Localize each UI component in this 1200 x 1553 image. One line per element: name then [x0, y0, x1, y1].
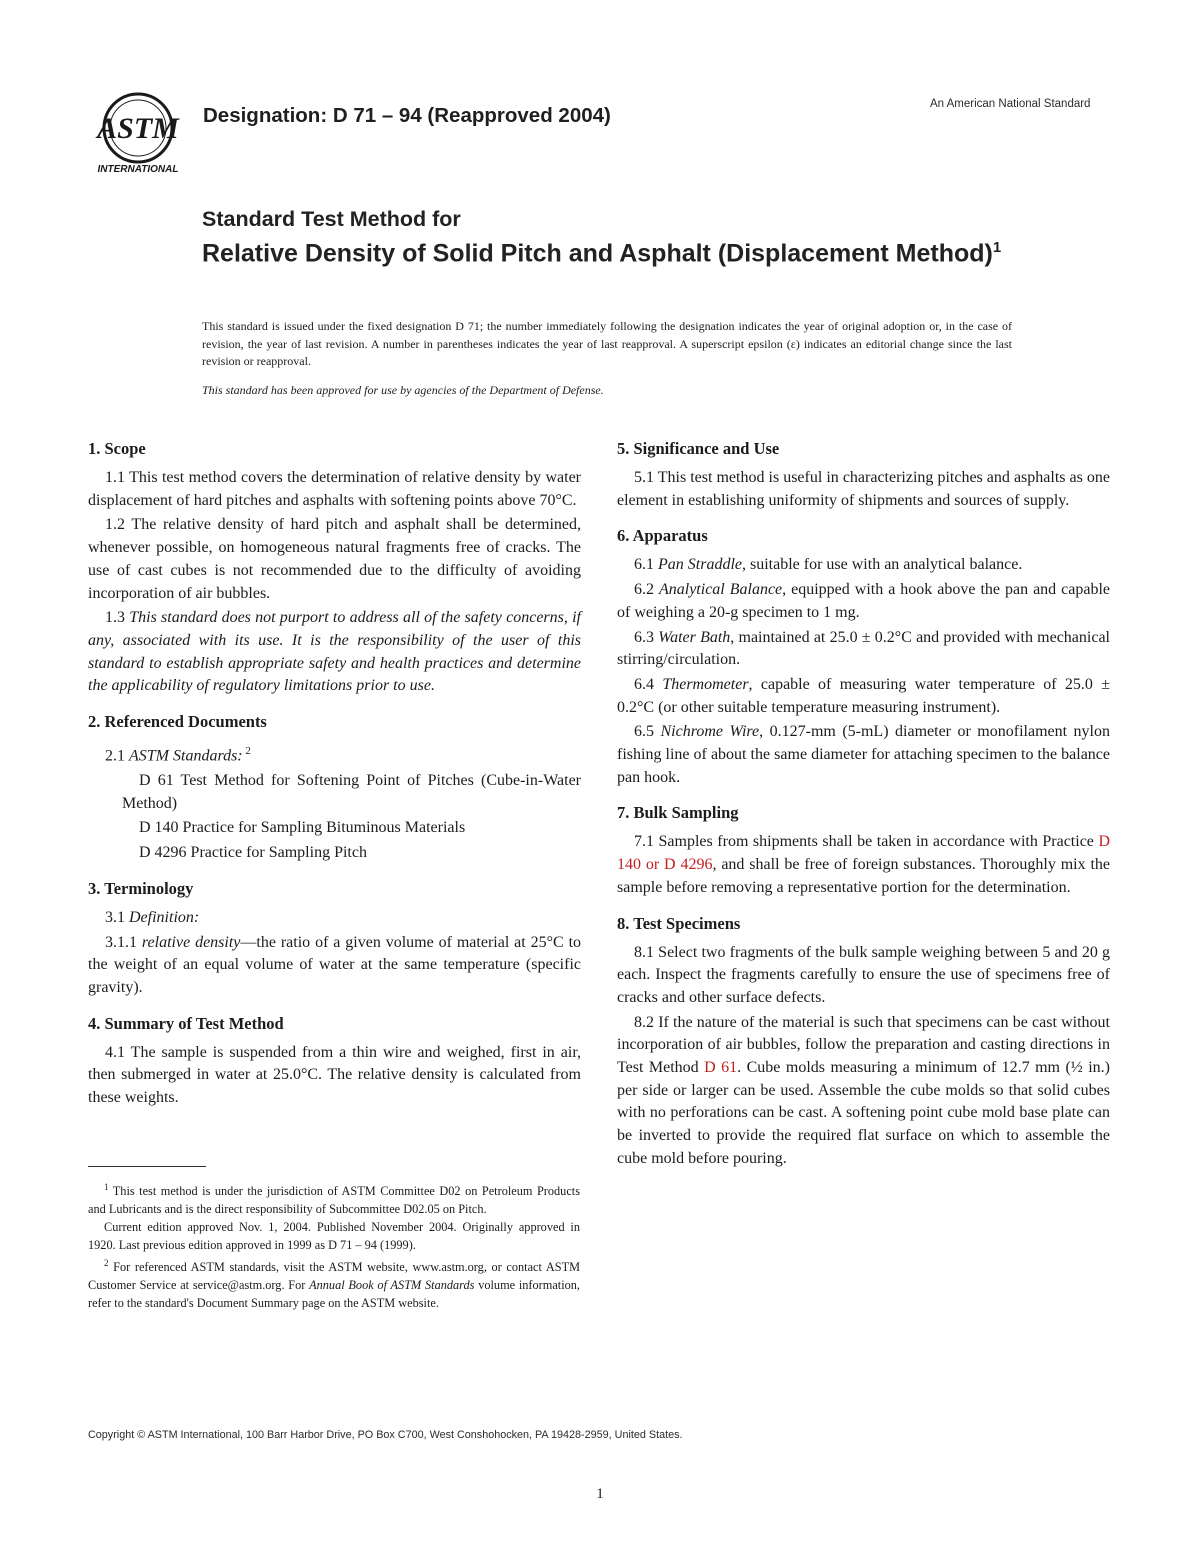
paragraph: 8.2 If the nature of the material is such that specimens can be cast without incorporation of air bubbles, follow the preparation and casting directions in Test Method D 61. Cube molds measuring a minimum of 12.7 mm (½ in.) per side or larger can be used. Assemble the cube molds so that solid cubes with no perforations can be cast. A softening point cube mold base plate can be inverted to provide the required flat surface on which to assemble the cube mold before pouring.	[617, 1013, 1111, 1167]
national-standard-label: An American National Standard	[930, 98, 1091, 110]
title-footnote-ref: 1	[992, 239, 1002, 256]
title-line-2: Relative Density of Solid Pitch and Asphalt (Displacement Method)$^1$	[202, 239, 1002, 268]
copyright-notice: Copyright © ASTM International, 100 Barr Harbor Drive, PO Box C700, West Conshohocken, PA 19428-2959, United States.	[88, 1429, 683, 1441]
page-number: 1	[596, 1486, 604, 1502]
link-d61[interactable]: D 61	[704, 1059, 738, 1077]
footnotes	[88, 1178, 580, 1312]
paragraph: 3.1.1 relative density—the ratio of a given volume of material at 25°C to the weight of an equal volume of water at the same temperature (specific gravity).	[88, 933, 582, 996]
section-heading: 7. Bulk Sampling	[617, 803, 739, 823]
astm-logo	[88, 90, 188, 176]
dod-approval-note: This standard has been approved for use by agencies of the Department of Defense.	[202, 383, 604, 397]
section-bulk-sampling	[617, 802, 1110, 899]
footnote-2: $^2$ For referenced ASTM standards, visit the ASTM website, www.astm.org, or contact ASTM Customer Service at service@astm.org. For Annual Book of ASTM Standards volume information, refer to the standard's Document Summary page on the ASTM website.	[88, 1258, 581, 1311]
paragraph: 2.1 ASTM Standards: $^2$	[105, 745, 251, 765]
section-heading: 3. Terminology	[88, 878, 194, 898]
apparatus-item: 6.2 Analytical Balance, equipped with a hook above the pan and capable of weighing a 20-g specimen to 1 mg.	[617, 581, 1111, 621]
paragraph: 5.1 This test method is useful in characterizing pitches and asphalts as one element in establishing uniformity of shipments and sources of supply.	[617, 469, 1110, 509]
section-heading: 8. Test Specimens	[617, 913, 741, 933]
section-significance	[617, 438, 1110, 512]
paragraph: 7.1 Samples from shipments shall be taken in accordance with Practice D 140 or D 4296, and shall be free of foreign substances. Thoroughly mix the sample before removing a representative portion for the determination.	[617, 833, 1110, 896]
issuance-note: This standard is issued under the fixed designation D 71; the number immediately following the designation indicates the year of original adoption or, in the case of revision, the year of last revision. A number in parentheses indicates the year of last reapproval. A superscript epsilon (ε) indicates an editorial change since the last revision or reapproval.	[202, 319, 1012, 368]
section-referenced-documents	[88, 711, 581, 865]
apparatus-item: 6.4 Thermometer, capable of measuring water temperature of 25.0 ± 0.2°C (or other suitable temperature measuring instrument).	[617, 675, 1110, 716]
section-apparatus	[617, 525, 1110, 789]
apparatus-item: 6.3 Water Bath, maintained at 25.0 ± 0.2°C and provided with mechanical stirring/circulation.	[617, 628, 1111, 669]
section-heading: 1. Scope	[88, 439, 146, 458]
link-d140-d4296[interactable]: D 140 or D 4296	[617, 833, 1110, 874]
paragraph: 1.2 The relative density of hard pitch and asphalt shall be determined, whenever possible, on homogeneous natural fragments free of cracks. The use of cast cubes is not recommended due to the difficulty of avoiding incorporation of air bubbles.	[88, 516, 581, 602]
svg-text:INTERNATIONAL: INTERNATIONAL	[97, 164, 179, 175]
section-terminology	[88, 878, 581, 1000]
paragraph: 1.1 This test method covers the determination of relative density by water displacement of hard pitches and asphalts with softening points above 70°C.	[88, 469, 581, 509]
section-heading: 5. Significance and Use	[617, 439, 780, 458]
reference-d4296: D 4296 Practice for Sampling Pitch	[139, 844, 367, 862]
title-line-1: Standard Test Method for	[202, 207, 461, 231]
section-scope	[88, 438, 581, 698]
svg-text:ASTM: ASTM	[97, 112, 179, 145]
section-summary	[88, 1013, 581, 1110]
section-heading: 4. Summary of Test Method	[88, 1013, 284, 1033]
section-heading: 2. Referenced Documents	[88, 712, 267, 732]
right-column	[617, 438, 1110, 1184]
document-title	[202, 205, 1082, 268]
reference-d61: D 61 Test Method for Softening Point of Pitches (Cube-in-Water Method)	[122, 772, 581, 812]
footnote-1: $^1$ This test method is under the jurisdiction of ASTM Committee D02 on Petroleum Products and Lubricants and is the direct responsibility of Subcommittee D02.05 on Pitch.	[88, 1182, 580, 1217]
footnote-divider	[88, 1166, 206, 1167]
paragraph: 1.3 This standard does not purport to address all of the safety concerns, if any, associated with its use. It is the responsibility of the user of this standard to establish appropriate safety and health practices and determine the applicability of regulatory limitations prior to use.	[88, 609, 582, 695]
paragraph: 4.1 The sample is suspended from a thin wire and weighed, first in air, then submerged in water at 25.0°C. The relative density is calculated from these weights.	[88, 1043, 581, 1107]
section-heading: 6. Apparatus	[617, 526, 708, 546]
apparatus-item: 6.5 Nichrome Wire, 0.127-mm (5-mL) diameter or monofilament nylon fishing line of about the same diameter for attaching specimen to the balance pan hook.	[617, 723, 1110, 786]
paragraph: 8.1 Select two fragments of the bulk sample weighing between 5 and 20 g each. Inspect the fragments carefully to ensure the use of specimens free of cracks and other surface defects.	[617, 943, 1110, 1006]
section-test-specimens	[617, 913, 1110, 1171]
paragraph: 3.1 Definition:	[105, 908, 200, 926]
left-column	[88, 438, 581, 1123]
designation: Designation: D 71 – 94 (Reapproved 2004)	[203, 104, 611, 127]
apparatus-item: 6.1 Pan Straddle, suitable for use with an analytical balance.	[634, 556, 1023, 574]
reference-d140: D 140 Practice for Sampling Bituminous Materials	[139, 819, 466, 837]
footnote-1-continued: Current edition approved Nov. 1, 2004. Published November 2004. Originally approved in 1920. Last previous edition approved in 1999 as D 71 – 94 (1999).	[88, 1220, 580, 1253]
